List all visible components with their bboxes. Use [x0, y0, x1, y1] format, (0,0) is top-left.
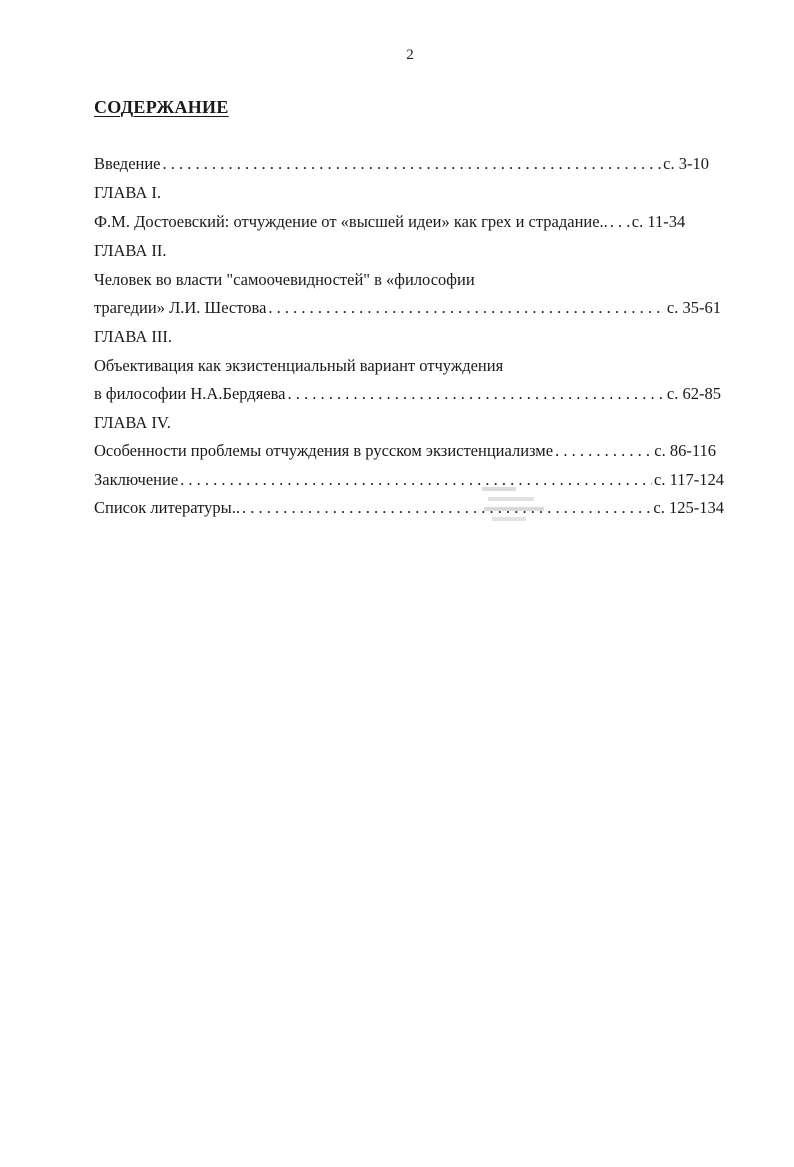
toc-entry-chapter1 [94, 212, 716, 232]
toc-entry-chapter3-line1: Объективация как экзистенциальный вариант отчуждения [94, 356, 504, 375]
toc-entry-label: Заключение [94, 470, 179, 489]
faded-library-stamp [478, 483, 556, 525]
dot-leader [180, 470, 652, 490]
chapter-heading-3: ГЛАВА III. [94, 327, 173, 346]
toc-entry-bibliography [94, 498, 724, 518]
toc-entry-chapter2-line1: Человек во власти "самоочевидностей" в «философии [94, 270, 475, 289]
chapter-heading-1: ГЛАВА I. [94, 183, 162, 202]
toc-entry-pages: с. 125-134 [653, 498, 724, 517]
dot-leader [288, 384, 665, 404]
dot-leader [555, 441, 652, 461]
chapter-heading-2: ГЛАВА II. [94, 241, 167, 260]
toc-entry-pages: с. 3-10 [663, 154, 709, 173]
toc-entry-conclusion [94, 470, 724, 490]
dot-leader [163, 154, 662, 174]
toc-entry-label: Список литературы.. [94, 498, 240, 517]
toc-entry-label: Ф.М. Достоевский: отчуждение от «высшей идеи» как грех и страдание.. [94, 212, 608, 231]
toc-entry-pages: с. 86-116 [654, 441, 716, 460]
toc-title: СОДЕРЖАНИЕ [94, 97, 229, 117]
toc-entry-pages: с. 117-124 [654, 470, 724, 489]
toc-entry-pages: с. 62-85 [666, 384, 721, 403]
toc-entry-chapter3 [94, 384, 721, 404]
toc-entry-chapter4 [94, 441, 716, 461]
dot-leader [610, 212, 630, 232]
toc-entry-label: Особенности проблемы отчуждения в русском экзистенциализме [94, 441, 554, 460]
toc-entry-label: трагедии» Л.И. Шестова [94, 298, 267, 317]
dot-leader [268, 298, 665, 318]
stamp-mark [478, 483, 556, 525]
toc-entry-intro [94, 154, 709, 174]
page-number: 2 [406, 47, 414, 63]
toc-entry-pages: с. 35-61 [666, 298, 721, 317]
dot-leader [242, 498, 651, 518]
toc-entry-pages: с. 11-34 [631, 212, 686, 231]
toc-entry-label: в философии Н.А.Бердяева [94, 384, 286, 403]
toc-entry-label: Введение [94, 154, 161, 173]
chapter-heading-4: ГЛАВА IV. [94, 413, 171, 432]
toc-entry-chapter2 [94, 298, 721, 318]
